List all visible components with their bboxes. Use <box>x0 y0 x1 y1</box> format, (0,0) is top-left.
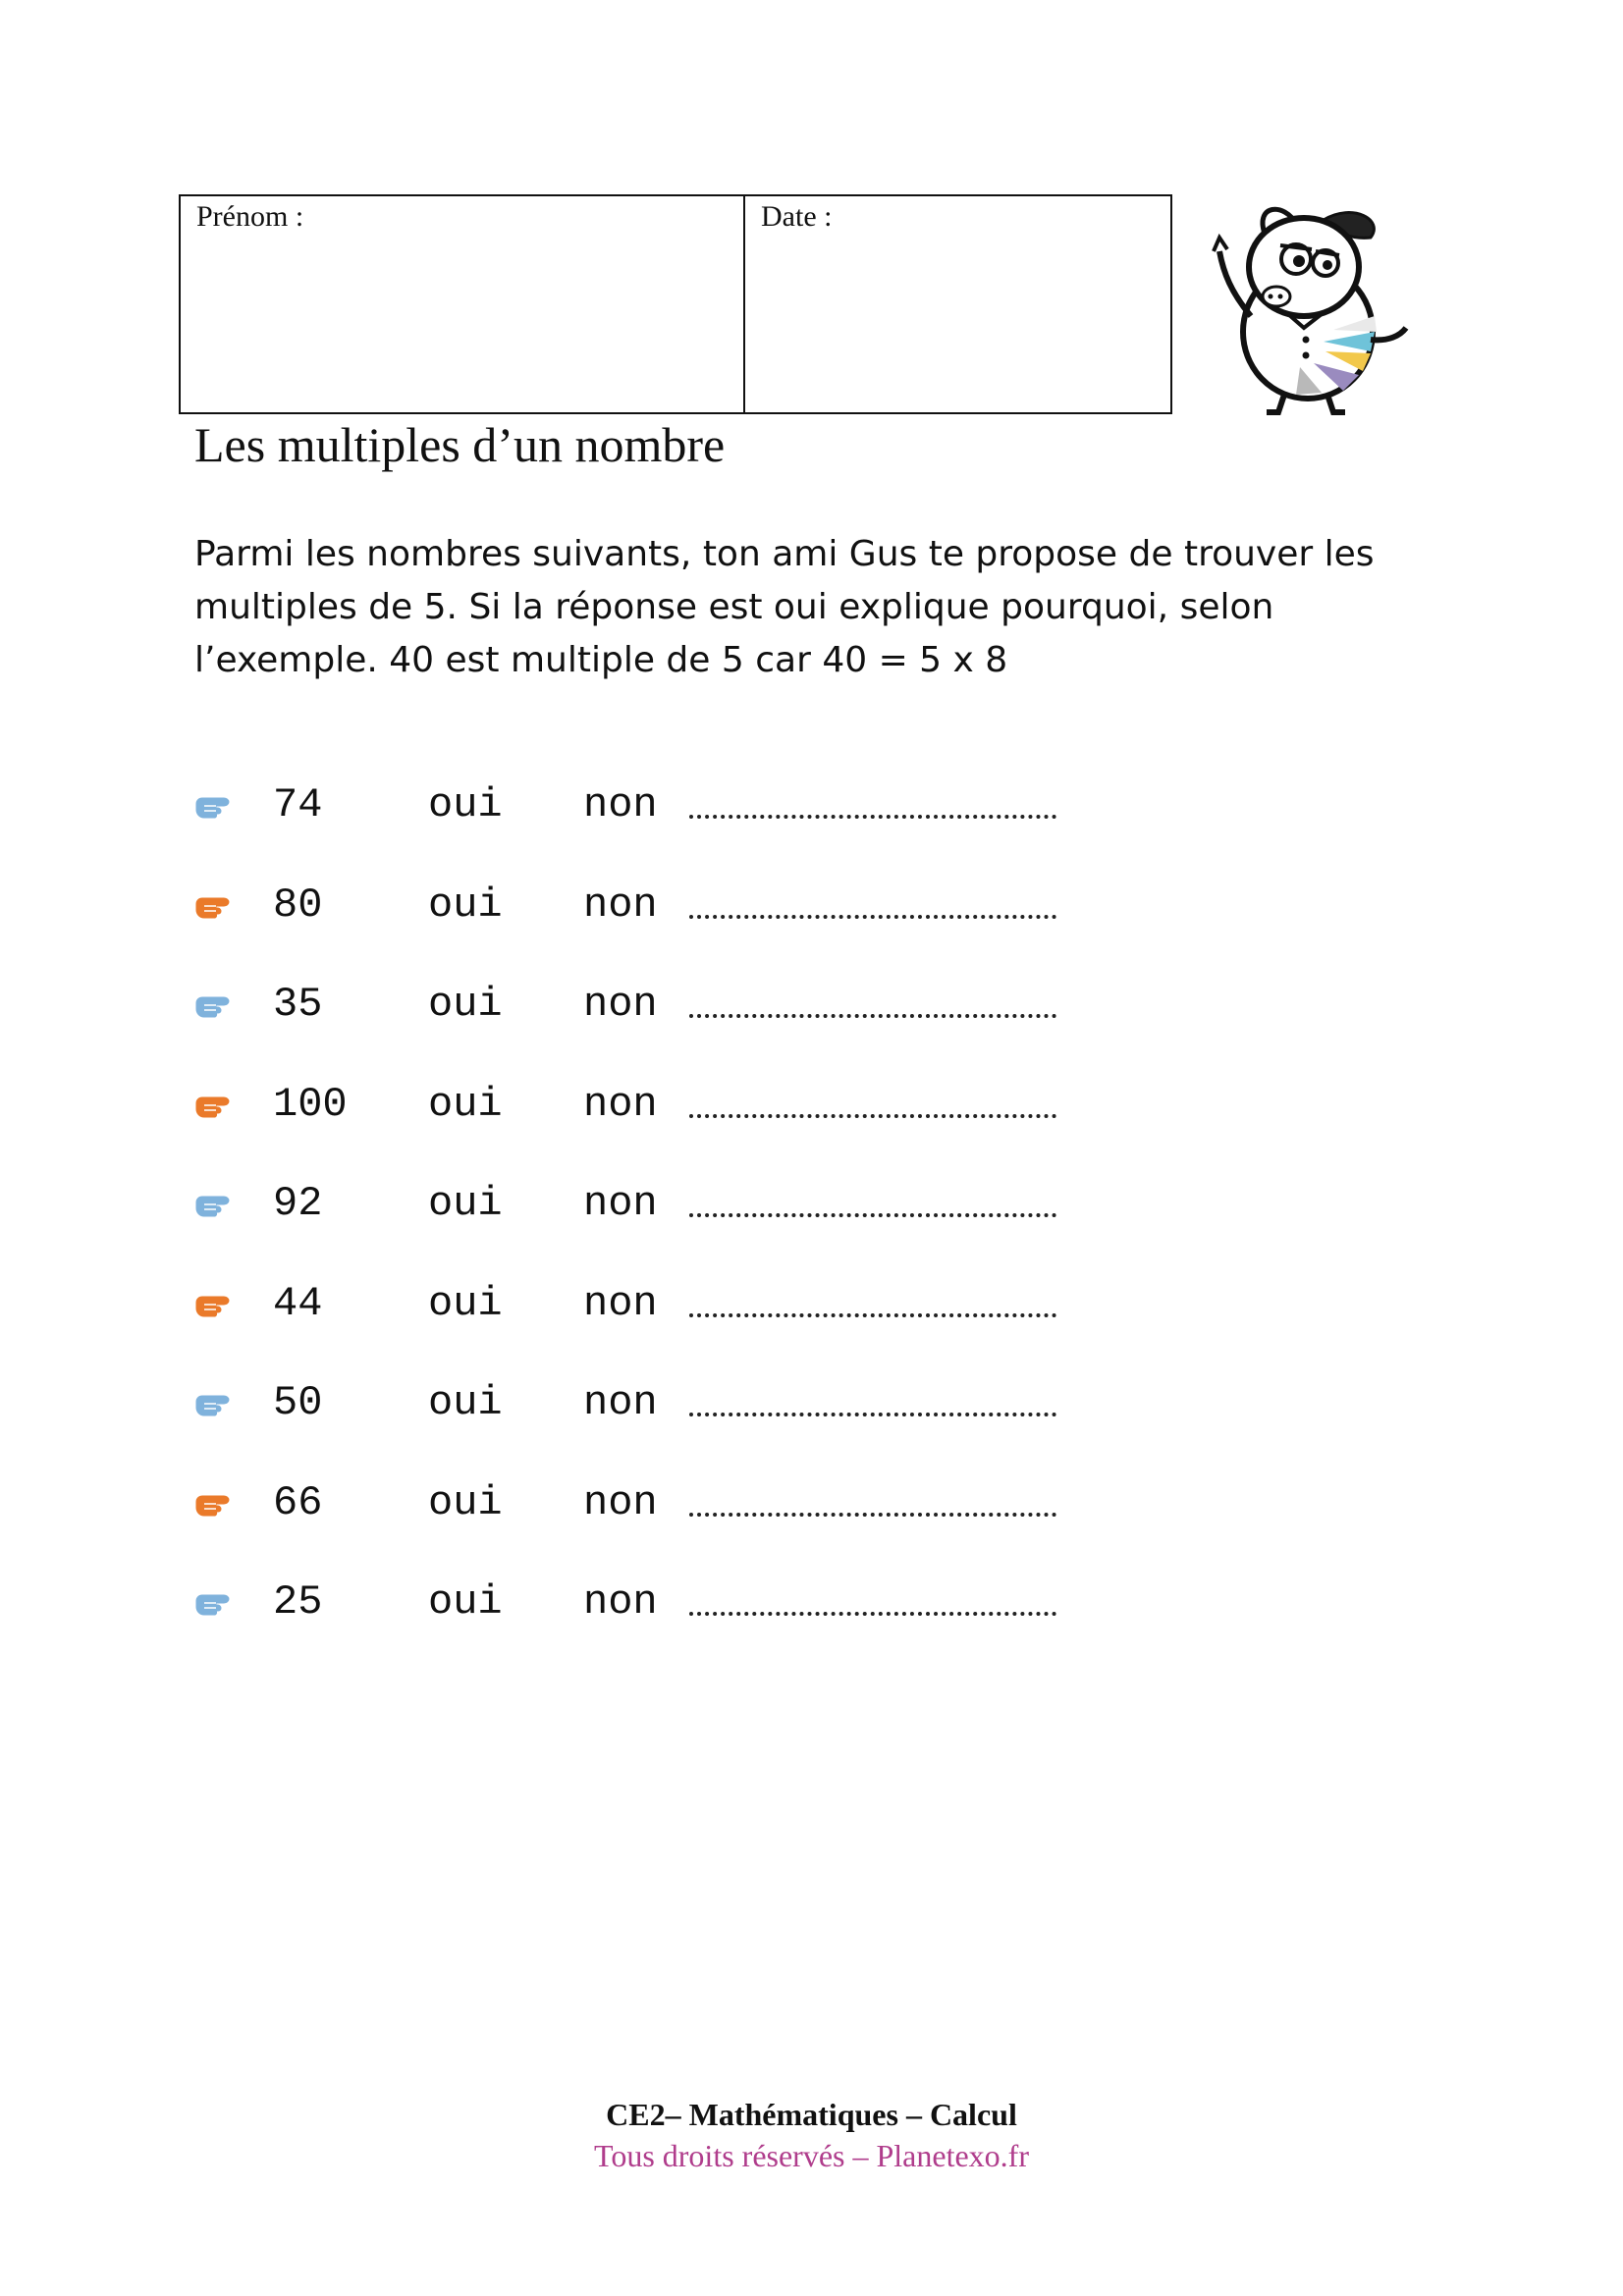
answer-non[interactable]: non <box>583 881 658 929</box>
answer-oui[interactable]: oui <box>428 1379 503 1426</box>
footer-copyright <box>0 2138 1623 2174</box>
number-value: 92 <box>273 1180 323 1227</box>
pointing-hand-icon <box>194 794 234 820</box>
exercise-row <box>194 1080 1078 1180</box>
exercise-row <box>194 1179 1078 1279</box>
number-value: 66 <box>273 1478 323 1526</box>
pointing-hand-icon <box>194 1193 234 1218</box>
answer-non[interactable]: non <box>583 1080 658 1128</box>
instructions-line-3: l’exemple. 40 est multiple de 5 car 40 = 5 x 8 <box>194 640 1008 680</box>
answer-non[interactable]: non <box>583 1180 658 1227</box>
answer-non[interactable]: non <box>583 981 658 1028</box>
exercise-row <box>194 1577 1078 1678</box>
answer-oui[interactable]: oui <box>428 1279 503 1327</box>
gus-mascot-illustration <box>1206 194 1412 416</box>
exercise-row <box>194 1478 1078 1578</box>
exercise-row <box>194 1279 1078 1379</box>
number-value: 74 <box>273 781 323 828</box>
pointing-hand-icon <box>194 1293 234 1318</box>
explanation-line[interactable] <box>689 815 1056 819</box>
instructions-text <box>194 528 1422 687</box>
exercise-row <box>194 1378 1078 1478</box>
pointing-hand-icon <box>194 1591 234 1617</box>
number-value: 80 <box>273 881 323 929</box>
answer-oui[interactable]: oui <box>428 1080 503 1128</box>
number-value: 25 <box>273 1578 323 1626</box>
answer-non[interactable]: non <box>583 1379 658 1426</box>
answer-oui[interactable]: oui <box>428 1578 503 1626</box>
date-field[interactable] <box>745 196 1170 412</box>
name-label: Prénom : <box>196 200 304 233</box>
name-field[interactable] <box>181 196 745 412</box>
instructions-line-1: Parmi les nombres suivants, ton ami Gus te propose de trouver les <box>194 534 1375 574</box>
number-value: 35 <box>273 981 323 1028</box>
exercise-row <box>194 980 1078 1080</box>
pointing-hand-icon <box>194 1094 234 1119</box>
answer-oui[interactable]: oui <box>428 1478 503 1526</box>
answer-oui[interactable]: oui <box>428 981 503 1028</box>
pointing-hand-icon <box>194 993 234 1019</box>
pointing-hand-icon <box>194 1392 234 1417</box>
explanation-line[interactable] <box>689 1014 1056 1018</box>
number-value: 100 <box>273 1080 348 1128</box>
explanation-line[interactable] <box>689 1213 1056 1217</box>
answer-non[interactable]: non <box>583 1279 658 1327</box>
explanation-line[interactable] <box>689 1313 1056 1317</box>
pointing-hand-icon <box>194 1492 234 1518</box>
footer-subject: CE2– Mathématiques – Calcul <box>606 2097 1017 2132</box>
answer-non[interactable]: non <box>583 1578 658 1626</box>
answer-non[interactable]: non <box>583 781 658 828</box>
answer-non[interactable]: non <box>583 1478 658 1526</box>
student-info-table <box>179 194 1172 414</box>
exercise-row <box>194 780 1078 881</box>
explanation-line[interactable] <box>689 1413 1056 1416</box>
instructions-line-2: multiples de 5. Si la réponse est oui explique pourquoi, selon <box>194 587 1274 627</box>
explanation-line[interactable] <box>689 915 1056 919</box>
answer-oui[interactable]: oui <box>428 881 503 929</box>
answer-oui[interactable]: oui <box>428 1180 503 1227</box>
answer-oui[interactable]: oui <box>428 781 503 828</box>
explanation-line[interactable] <box>689 1114 1056 1118</box>
explanation-line[interactable] <box>689 1612 1056 1616</box>
explanation-line[interactable] <box>689 1513 1056 1517</box>
exercise-row <box>194 881 1078 981</box>
pointing-hand-icon <box>194 894 234 920</box>
number-value: 50 <box>273 1379 323 1426</box>
date-label: Date : <box>761 200 833 233</box>
exercise-list <box>194 780 1078 1678</box>
page-title: Les multiples d’un nombre <box>194 417 726 472</box>
number-value: 44 <box>273 1279 323 1327</box>
footer-copyright-text: Tous droits réservés – Planetexo.fr <box>594 2138 1029 2173</box>
